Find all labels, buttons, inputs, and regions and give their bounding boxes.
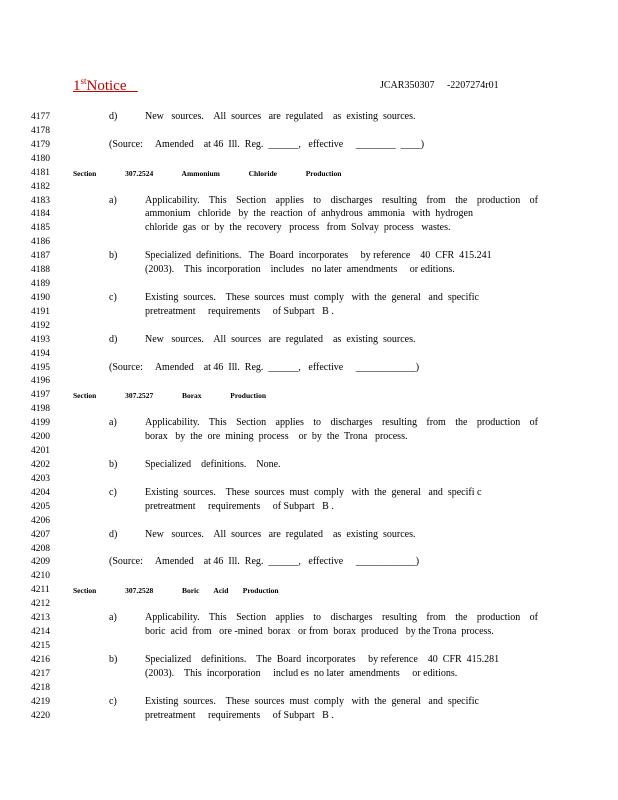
document-line xyxy=(0,139,618,153)
line-text: (2003). This incorporation includes no later amendments or editions. xyxy=(145,264,455,276)
line-text: Existing sources. These sources must comply with the general and specifi c xyxy=(145,486,482,498)
subsection-marker: d) xyxy=(109,111,118,122)
line-text: Existing sources. These sources must comply with the general and specific xyxy=(145,291,479,303)
document-line xyxy=(0,640,618,654)
document-line xyxy=(0,362,618,376)
document-line xyxy=(0,543,618,557)
document-line xyxy=(0,167,618,181)
line-text: New sources. All sources are regulated as existing sources. xyxy=(145,333,416,345)
line-number: 4192 xyxy=(31,320,50,331)
line-text: ammonium chloride by the reaction of anhydrous ammonia with hydrogen xyxy=(145,208,473,220)
subsection-marker: c) xyxy=(109,695,117,707)
line-number: 4183 xyxy=(31,195,50,206)
line-number: 4205 xyxy=(31,501,50,512)
document-line xyxy=(0,556,618,570)
subsection-marker: d) xyxy=(109,333,118,345)
document-line xyxy=(0,612,618,626)
line-number: 4213 xyxy=(31,613,50,624)
document-line xyxy=(0,306,618,320)
document-line xyxy=(0,278,618,292)
document-line xyxy=(0,515,618,529)
document-line xyxy=(0,222,618,236)
document-line xyxy=(0,375,618,389)
line-number: 4190 xyxy=(31,292,50,303)
line-number: 4194 xyxy=(31,348,50,359)
document-line xyxy=(0,682,618,696)
notice-heading xyxy=(73,76,138,95)
line-number: 4180 xyxy=(31,153,50,164)
line-number: 4181 xyxy=(31,167,50,178)
line-text: Applicability. This Section applies to discharges resulting from the production of xyxy=(145,194,538,206)
document-line xyxy=(0,181,618,195)
line-number: 4178 xyxy=(31,125,50,136)
line-number: 4191 xyxy=(31,306,50,317)
line-number: 4203 xyxy=(31,473,50,484)
line-text: New sources. All sources are regulated as existing sources. xyxy=(145,111,416,122)
line-text: Applicability. This Section applies to discharges resulting from the production of xyxy=(145,612,538,624)
line-number: 4177 xyxy=(31,112,50,122)
document-line xyxy=(0,598,618,612)
line-number: 4219 xyxy=(31,696,50,707)
line-text: boric acid from ore -mined borax or from borax produced by the Trona process. xyxy=(145,626,494,638)
document-line xyxy=(0,403,618,417)
document-line xyxy=(0,501,618,515)
line-number: 4199 xyxy=(31,418,50,429)
line-number: 4196 xyxy=(31,376,50,387)
line-number: 4197 xyxy=(31,390,50,401)
line-number: 4215 xyxy=(31,640,50,651)
line-number: 4214 xyxy=(31,627,50,638)
source-note: (Source: Amended at 46 Ill. Reg. ______, effective ____________) xyxy=(109,361,420,373)
line-number: 4198 xyxy=(31,404,50,415)
subsection-marker: b) xyxy=(109,459,118,470)
line-number: 4179 xyxy=(31,139,50,150)
line-text: New sources. All sources are regulated as existing sources. xyxy=(145,528,416,540)
line-number: 4189 xyxy=(31,279,50,290)
document-line xyxy=(0,153,618,167)
line-text: Applicability. This Section applies to discharges resulting from the production of xyxy=(145,417,538,429)
subsection-marker: a) xyxy=(109,194,117,206)
notice-number: 1 xyxy=(73,78,81,94)
subsection-marker: b) xyxy=(109,250,118,262)
subsection-marker: a) xyxy=(109,417,117,429)
section-heading: Section 307.2527 Borax Production xyxy=(73,391,266,401)
document-line xyxy=(0,417,618,431)
line-number: 4187 xyxy=(31,251,50,262)
line-text: (2003). This incorporation includ es no later amendments or editions. xyxy=(145,667,458,679)
document-line xyxy=(0,208,618,222)
document-line xyxy=(0,320,618,334)
line-number: 4201 xyxy=(31,446,50,457)
document-line xyxy=(0,236,618,250)
line-text: Specialized definitions. The Board incorporates by reference 40 CFR 415.241 xyxy=(145,250,492,262)
line-text: borax by the ore mining process or by the Trona process. xyxy=(145,431,408,443)
notice-word: Notice xyxy=(86,78,127,94)
subsection-marker: c) xyxy=(109,291,117,303)
document-line xyxy=(0,195,618,209)
document-line xyxy=(0,459,618,473)
document-line xyxy=(0,431,618,445)
line-number: 4188 xyxy=(31,265,50,276)
line-number: 4218 xyxy=(31,682,50,693)
line-text: chloride gas or by the recovery process from Solvay process wastes. xyxy=(145,222,451,234)
document-line xyxy=(0,473,618,487)
document-line xyxy=(0,292,618,306)
line-number: 4204 xyxy=(31,487,50,498)
subsection-marker: b) xyxy=(109,653,118,665)
document-line xyxy=(0,348,618,362)
document-line xyxy=(0,654,618,668)
line-number: 4195 xyxy=(31,362,50,373)
line-number: 4202 xyxy=(31,460,50,470)
document-line xyxy=(0,696,618,710)
subsection-marker: c) xyxy=(109,486,117,498)
section-heading: Section 307.2528 Boric Acid Production xyxy=(73,586,279,596)
line-number: 4220 xyxy=(31,710,50,721)
line-number: 4210 xyxy=(31,571,50,582)
document-line xyxy=(0,668,618,682)
line-number: 4185 xyxy=(31,223,50,234)
line-text: pretreatment requirements of Subpart B . xyxy=(145,500,334,512)
document-line xyxy=(0,389,618,403)
line-number: 4186 xyxy=(31,237,50,248)
line-text: Specialized definitions. The Board incorporates by reference 40 CFR 415.281 xyxy=(145,653,500,665)
document-line xyxy=(0,584,618,598)
line-number: 4211 xyxy=(31,585,50,596)
line-number: 4200 xyxy=(31,432,50,443)
source-note: (Source: Amended at 46 Ill. Reg. ______, effective ________ ____) xyxy=(109,138,425,150)
document-line xyxy=(0,626,618,640)
document-line xyxy=(0,487,618,501)
line-number: 4208 xyxy=(31,543,50,554)
line-number: 4212 xyxy=(31,599,50,610)
document-line xyxy=(0,250,618,264)
document-line xyxy=(0,710,618,724)
subsection-marker: a) xyxy=(109,612,117,624)
line-text: Existing sources. These sources must comply with the general and specific xyxy=(145,695,479,707)
line-text: pretreatment requirements of Subpart B . xyxy=(145,305,334,317)
document-line xyxy=(0,111,618,125)
line-number: 4207 xyxy=(31,529,50,540)
line-number: 4193 xyxy=(31,334,50,345)
document-line xyxy=(0,334,618,348)
line-text: pretreatment requirements of Subpart B . xyxy=(145,709,334,721)
document-line xyxy=(0,125,618,139)
subsection-marker: d) xyxy=(109,528,118,540)
document-line xyxy=(0,529,618,543)
section-heading: Section 307.2524 Ammonium Chloride Production xyxy=(73,168,342,178)
line-number: 4206 xyxy=(31,515,50,526)
document-line xyxy=(0,264,618,278)
line-number: 4182 xyxy=(31,181,50,192)
line-number: 4216 xyxy=(31,654,50,665)
line-number: 4184 xyxy=(31,209,50,220)
line-number: 4217 xyxy=(31,668,50,679)
line-number: 4209 xyxy=(31,557,50,568)
source-note: (Source: Amended at 46 Ill. Reg. ______, effective ____________) xyxy=(109,556,420,568)
notice-suffix: st xyxy=(80,76,87,86)
page-header xyxy=(0,76,618,96)
document-line xyxy=(0,570,618,584)
document-line xyxy=(0,445,618,459)
jcar-code: JCAR350307 -2207274r01 xyxy=(380,80,499,91)
line-text: Specialized definitions. None. xyxy=(145,459,281,470)
